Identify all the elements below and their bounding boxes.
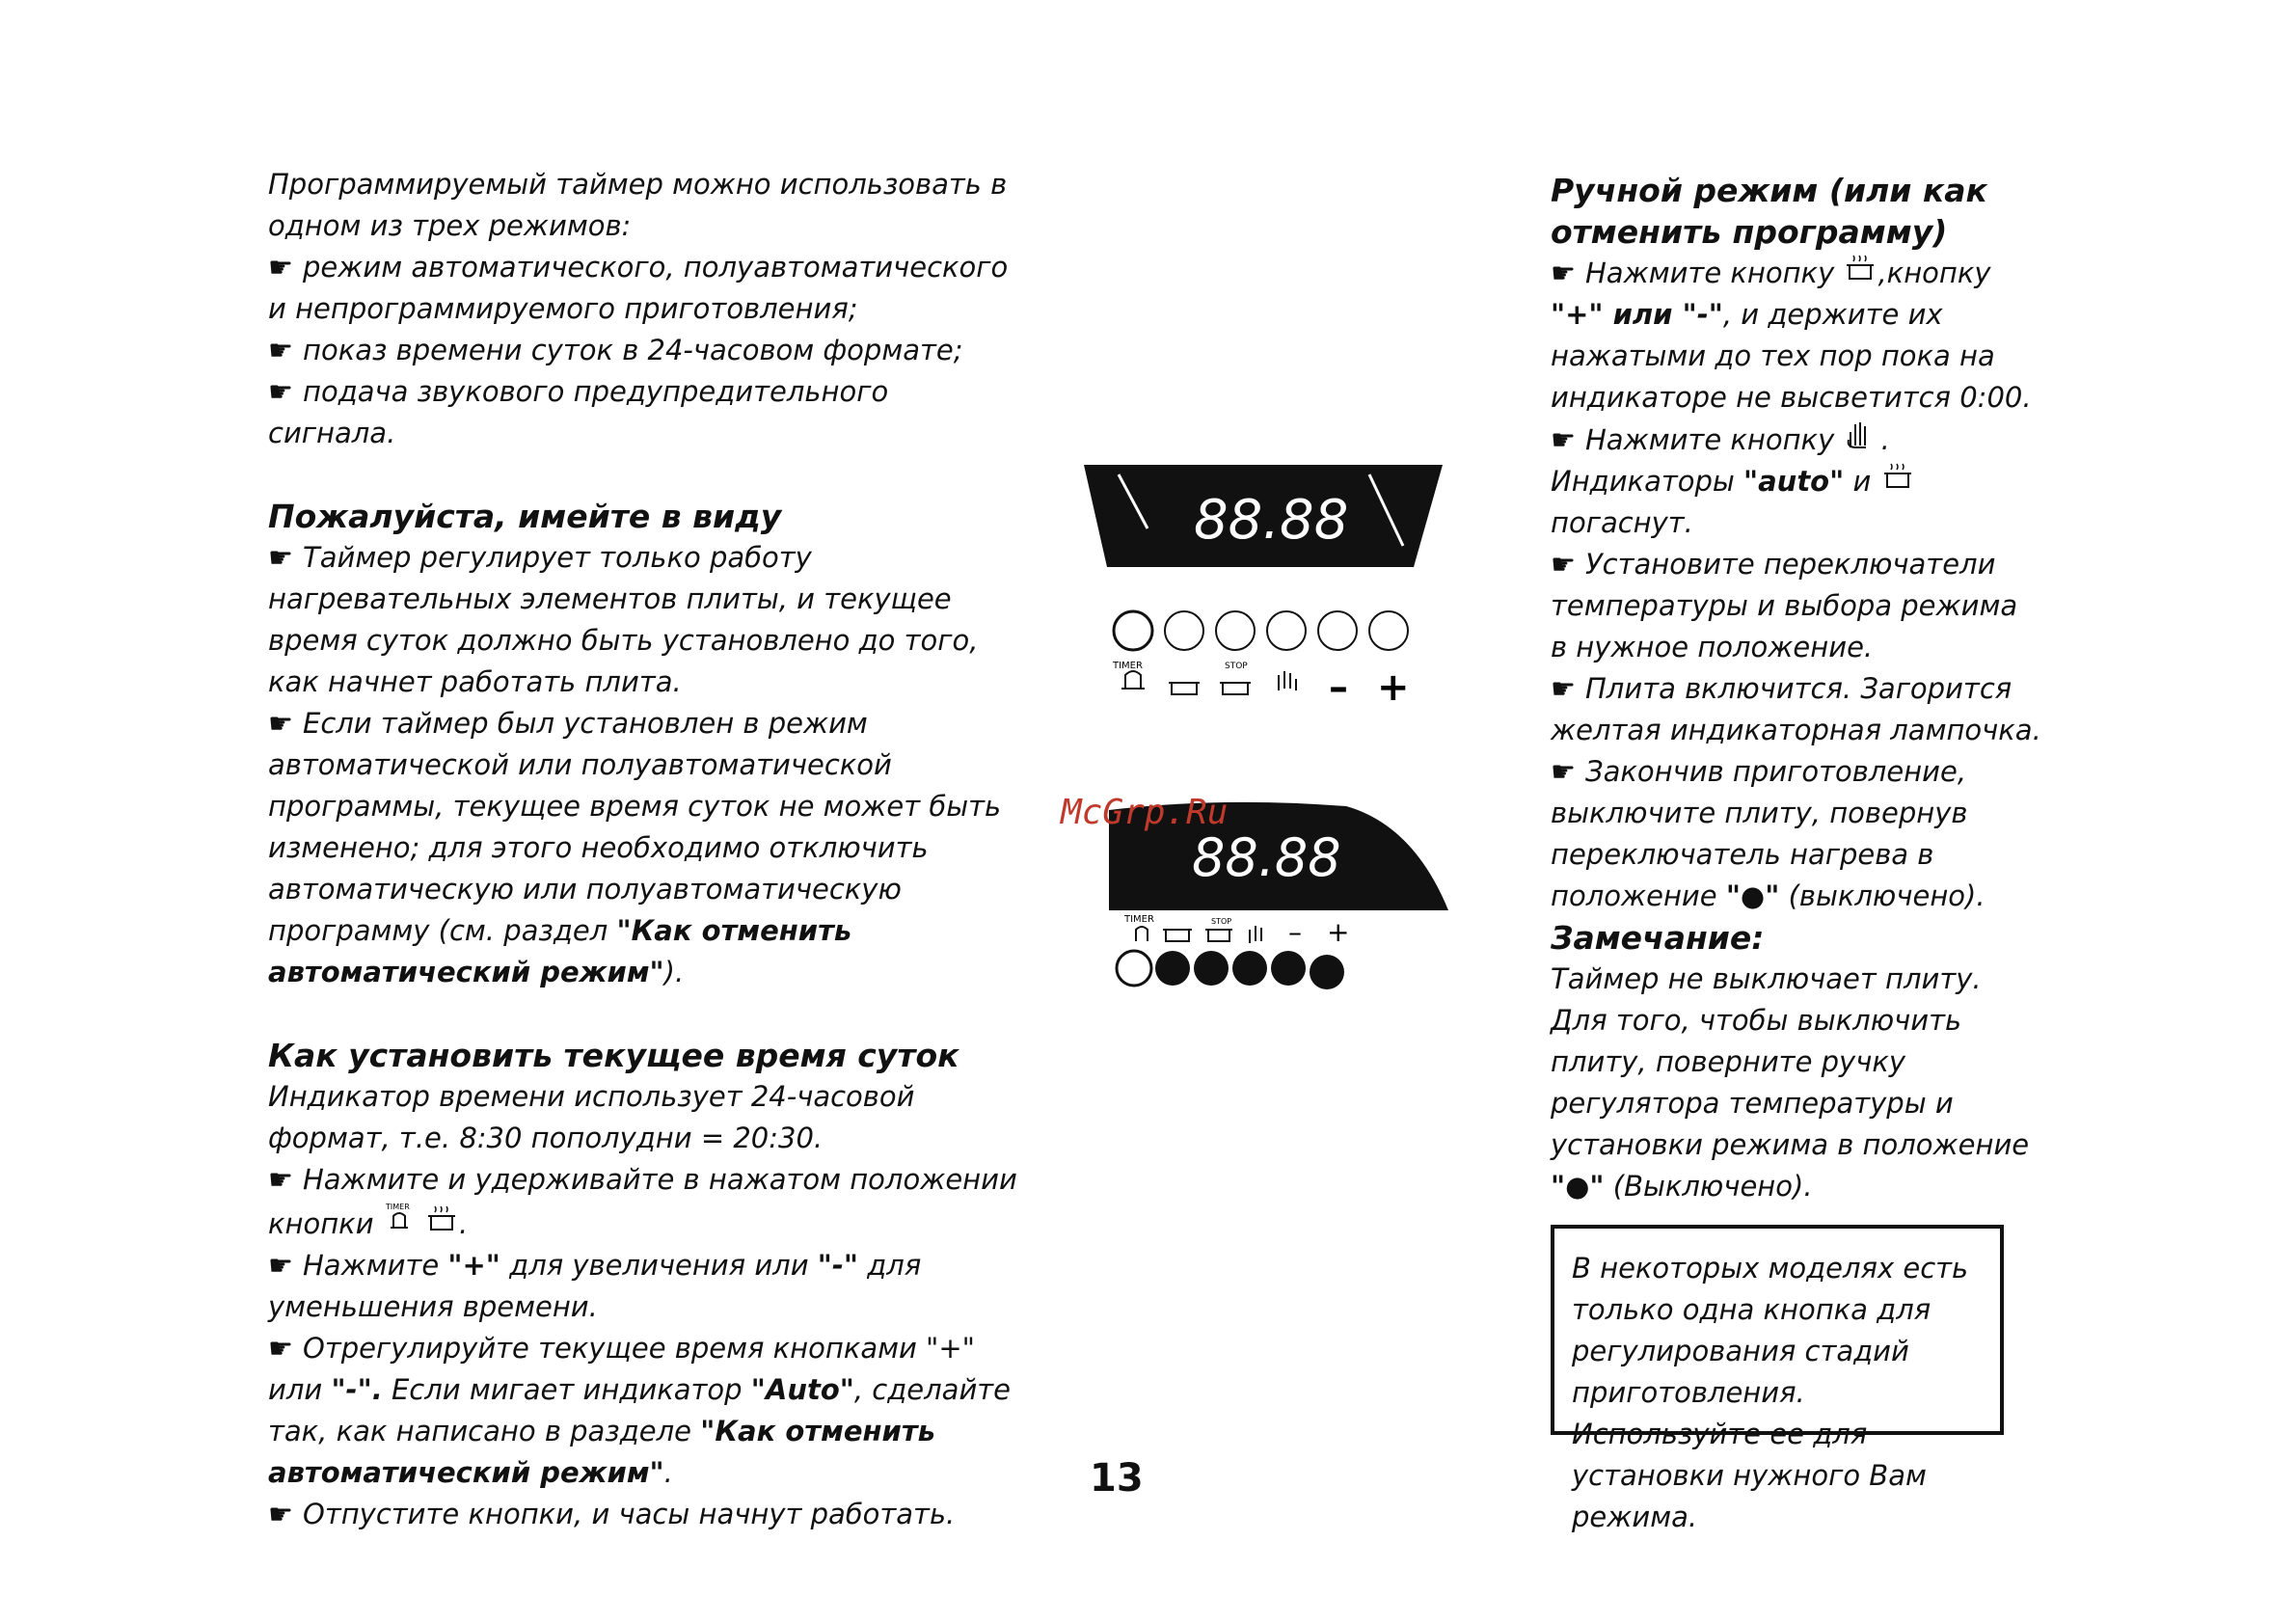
panel2-minus: – [1288,916,1302,948]
cooking-pot-icon [1843,253,1877,294]
heading-manual: Ручной режим (или как отменить программу) [1551,172,1987,251]
manual-bullet-1: ☛ Нажмите кнопку ,кнопку "+" или "-", и держите их нажатыми до тех пор пока на индикаторе не высветится 0:00. [1551,253,2042,419]
panel2-pot-icon [1163,930,1192,941]
manual-bullet-5: ☛ Закончив приготовление, выключите плиту, повернув переключатель нагрева в положение "●" (выключено). [1551,751,2042,917]
panel2-timer-label: TIMER [1124,914,1154,925]
intro-bullet-3: ☛ подача звукового предупредительного сигнала. [268,371,1020,454]
intro-bullet-2: ☛ показ времени суток в 24-часовом формате; [268,330,1020,371]
cooking-pot-icon [424,1204,459,1245]
boxed-note: В некоторых моделях есть только одна кнопка для регулирования стадий приготовления. Используйте ее для установки нужного Вам режима. [1551,1225,2004,1435]
intro-text: Программируемый таймер можно использовать в одном из трех режимов: [268,168,1008,242]
time-bullet-4: ☛ Отпустите кнопки, и часы начнут работать. [268,1494,1020,1535]
time-bullet-1: ☛ Нажмите и удерживайте в нажатом положении кнопки TIMER . [268,1159,1020,1245]
note-bullet-1: ☛ Таймер регулирует только работу нагревательных элементов плиты, и текущее время суток должно быть установлено до того, как начнет работать плита. [268,537,1020,703]
panel1-stop-pot-icon [1220,683,1251,694]
panel2-stop-label: STOP [1211,917,1232,926]
panel2-plus: + [1327,916,1350,948]
panel1-display: 88.88 [1194,489,1349,552]
panel1-pot-icon [1169,683,1200,694]
control-panel-1 [1080,461,1456,716]
time-intro: Индикатор времени использует 24-часовой формат, т.е. 8:30 пополудни = 20:30. [268,1080,915,1154]
manual-bullet-2: ☛ Нажмите кнопку . Индикаторы "auto" и погаснут. [1551,419,2042,544]
right-column [1551,170,2042,1207]
intro-bullet-1: ☛ режим автоматического, полуавтоматического и непрограммируемого приготовления; [268,247,1020,330]
panel1-bell-icon [1121,671,1145,689]
cooking-pot-icon [1880,461,1915,502]
time-bullet-2: ☛ Нажмите "+" для увеличения или "-" для уменьшения времени. [268,1245,1020,1328]
time-bullet-3: ☛ Отрегулируйте текущее время кнопками "+" или "-". Если мигает индикатор "Auto", сделайте так, как написано в разделе "Как отменить автоматический режим". [268,1328,1020,1494]
manual-bullet-3: ☛ Установите переключатели температуры и выбора режима в нужное положение. [1551,544,2042,668]
left-column [268,164,1020,1535]
manual-bullet-4: ☛ Плита включится. Загорится желтая индикаторная лампочка. [1551,668,2042,751]
remark-text: Таймер не выключает плиту. Для того, чтобы выключить плиту, поверните ручку регулятора температуры и установки режима в положение "●" (Выключено). [1551,962,2030,1203]
timer-bell-icon [383,1201,416,1245]
remark-heading: Замечание: [1551,919,1765,957]
panel2-bell-icon [1136,927,1148,941]
heading-time: Как установить текущее время суток [268,1037,959,1074]
display-zero: 0:00 [1959,381,2023,414]
panel2-display: 88.88 [1192,827,1341,888]
panel1-plus: + [1377,665,1410,710]
panel1-hand-icon [1279,671,1296,690]
hand-icon [1843,419,1872,461]
heading-note: Пожалуйста, имейте в виду [268,498,782,535]
panel2-stop-pot-icon [1205,930,1232,941]
page-number: 13 [1090,1456,1144,1501]
panel1-minus: – [1329,665,1348,710]
watermark: McGrp.Ru [1061,793,1229,832]
panel1-timer-label: TIMER [1113,661,1143,671]
note-bullet-2: ☛ Если таймер был установлен в режим автоматической или полуавтоматической программы, текущее время суток не может быть изменено; для этого необходимо отключить автоматическую или полуавтоматическую программу (см. раздел "Как отменить автоматический режим"). [268,703,1020,993]
svg-text:TIMER: TIMER [385,1203,410,1211]
panel1-stop-label: STOP [1225,662,1248,671]
panel2-hand-icon [1250,926,1261,943]
